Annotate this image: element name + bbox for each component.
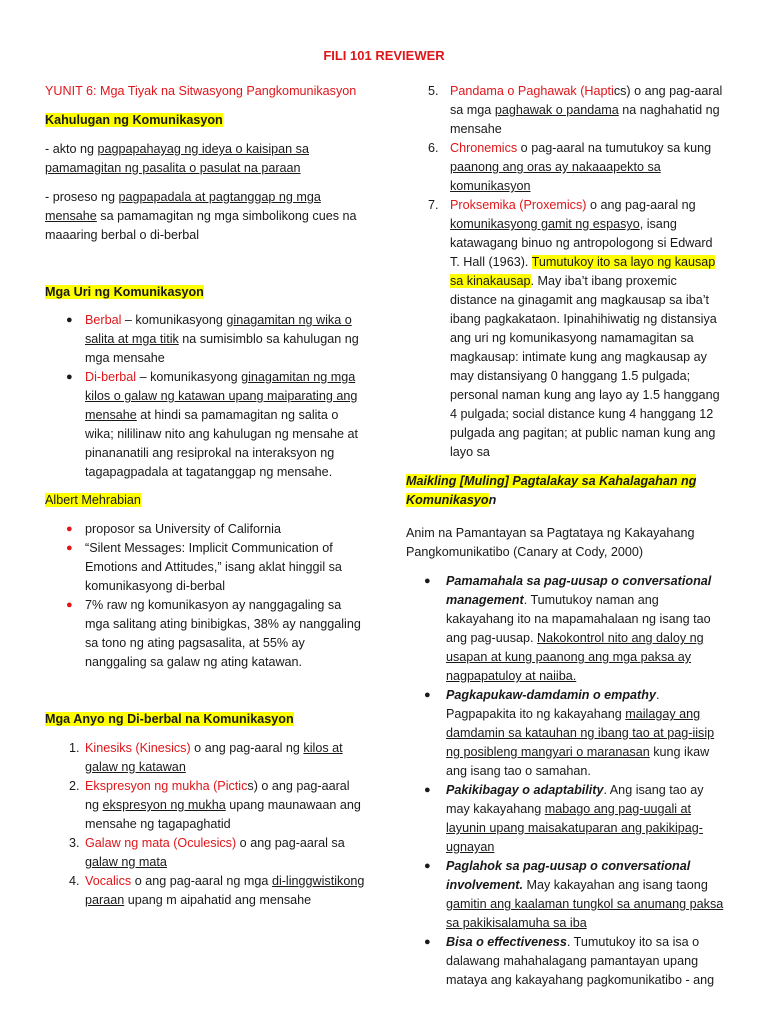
list-item: 6. Chronemics o pag-aaral na tumutukoy sa kung paanong ang oras ay nakaaapekto sa komunikasyon — [428, 141, 712, 193]
list-item: ● 7% raw ng komunikasyon ay nanggagaling sa mga salitang ating binibigkas, 38% ay nanggaling sa tono ng ating pagsasalita, at 55% ay nanggaling sa galaw ng ating katawan. — [66, 598, 361, 669]
definition-2: - proseso ng pagpapadala at pagtanggap ng mga mensahe sa pamamagitan ng mga simbolikong cues na maaaring berbal o di-berbal — [45, 190, 357, 242]
list-item: ● Pakikibagay o adaptability. Ang isang tao ay may kakayahang mabago ang pag-uugali at layunin upang maisakatuparan ang pakikipag-ugnayan — [424, 783, 704, 854]
section-heading-anyo: Mga Anyo ng Di-berbal na Komunikasyon — [45, 712, 294, 726]
list-item: ● “Silent Messages: Implicit Communication of Emotions and Attitudes,” isang aklat hinggil sa komunikasyong di-berbal — [66, 541, 342, 593]
right-column — [406, 82, 724, 990]
bullet-icon: ● — [66, 523, 73, 535]
list-item: ● Pagkapukaw-damdamin o empathy. Pagpapakita ito ng kakayahang mailagay ang damdamin sa katauhan ng ibang tao at pag-iisip ng posibleng mangyari o maranasan kung ikaw ang isang tao o samahan. — [424, 688, 715, 778]
section-heading-albert: Albert Mehrabian — [45, 493, 141, 507]
bullet-icon: ● — [424, 689, 431, 701]
list-item: ● Pamamahala sa pag-uusap o conversational management. Tumutukoy naman ang kakayahang ito na mapamahalaan ng isang tao ang pag-uusap. Nakokontrol nito ang daloy ng usapan at kung paanong ang mga paksa ay nagpapatuloy at naiiba. — [424, 574, 712, 683]
bullet-icon: ● — [66, 542, 73, 554]
definition-1: - akto ng pagpapahayag ng ideya o kaisipan sa pamamagitan ng pasalita o pasulat na paraan — [45, 142, 309, 175]
section-heading-maikling: Maikling [Muling] Pagtalakay sa Kahalagahan ng Komunikasyon — [406, 474, 697, 507]
list-item: 2. Ekspresyon ng mukha (Pictics) o ang pag-aaral ng ekspresyon ng mukha upang maunawaan ang mensahe ng tagapaghatid — [69, 779, 361, 831]
list-item: ● Di-berbal – komunikasyong ginagamitan ng mga kilos o galaw ng katawan upang maiparating ang mensahe at hindi sa pamamagitan ng salita o wika; nililinaw nito ang kahulugan ng mensahe at pinananatili ang resiprokal na interaksyon ng tagapagpadala at tagatanggap ng mensahe. — [66, 370, 359, 479]
list-item: ● proposor sa University of California — [45, 520, 367, 539]
anim-na-pamantayan: Anim na Pamantayan sa Pagtataya ng Kakayahang Pangkomunikatibo (Canary at Cody, 2000) — [406, 526, 695, 559]
list-item: 1. Kinesiks (Kinesics) o ang pag-aaral ng kilos at galaw ng katawan — [69, 741, 343, 774]
section-heading-uri: Mga Uri ng Komunikasyon — [45, 285, 204, 299]
bullet-icon: ● — [424, 784, 431, 796]
list-item: ● Bisa o effectiveness. Tumutukoy ito sa isa o dalawang mahahalagang pamantayan upang mataya ang kakayahang pagkomunikatibo - ang — [424, 935, 715, 987]
section-heading-kahulugan: Kahulugan ng Komunikasyon — [45, 113, 223, 127]
list-item: ● Paglahok sa pag-uusap o conversational involvement. May kakayahan ang isang taong gamitin ang kaalaman tungkol sa anumang paksa sa pakikisalamuha sa iba — [424, 859, 724, 930]
list-item: 7. Proksemika (Proxemics) o ang pag-aaral ng komunikasyong gamit ng espasyo, isang katawagang binuo ng antropologong si Edward T. Hall (1963). Tumutukoy ito sa layo ng kausap sa kinakausap. May iba’t ibang proxemic distance na ginagamit ang magkausap sa iba’t ibang pagkakataon. Ipinahihiwatig ng distansiya ang uri ng komunikasyong namamagitan sa magkausap: intimate kung ang magkausap ay may distansiyang 0 hanggang 1.5 pulgada; personal naman kung ang layo ay 1.5 hanggang 4 pulgada; social distance kung 4 hanggang 12 pulgada ang pagitan; at public naman kung ang layo sa — [428, 198, 720, 459]
bullet-icon: ● — [424, 860, 431, 872]
bullet-icon: ● — [66, 314, 73, 326]
bullet-icon: ● — [424, 575, 431, 587]
list-item: ● Berbal – komunikasyong ginagamitan ng wika o salita at mga titik na sumisimblo sa kahulugan ng mga mensahe — [66, 313, 359, 365]
document-title: FILI 101 REVIEWER — [323, 48, 445, 63]
list-item: 5. Pandama o Paghawak (Haptics) o ang pag-aaral sa mga paghawak o pandama na naghahatid ng mensahe — [428, 84, 723, 136]
bullet-icon: ● — [66, 599, 73, 611]
bullet-icon: ● — [66, 371, 73, 383]
list-item: 3. Galaw ng mata (Oculesics) o ang pag-aaral sa galaw ng mata — [69, 836, 345, 869]
unit-heading: YUNIT 6: Mga Tiyak na Sitwasyong Pangkomunikasyon — [45, 84, 357, 98]
list-item: 4. Vocalics o ang pag-aaral ng mga di-linggwistikong paraan upang m aipahatid ang mensahe — [69, 874, 365, 907]
bullet-icon: ● — [424, 936, 431, 948]
left-column — [45, 82, 367, 910]
